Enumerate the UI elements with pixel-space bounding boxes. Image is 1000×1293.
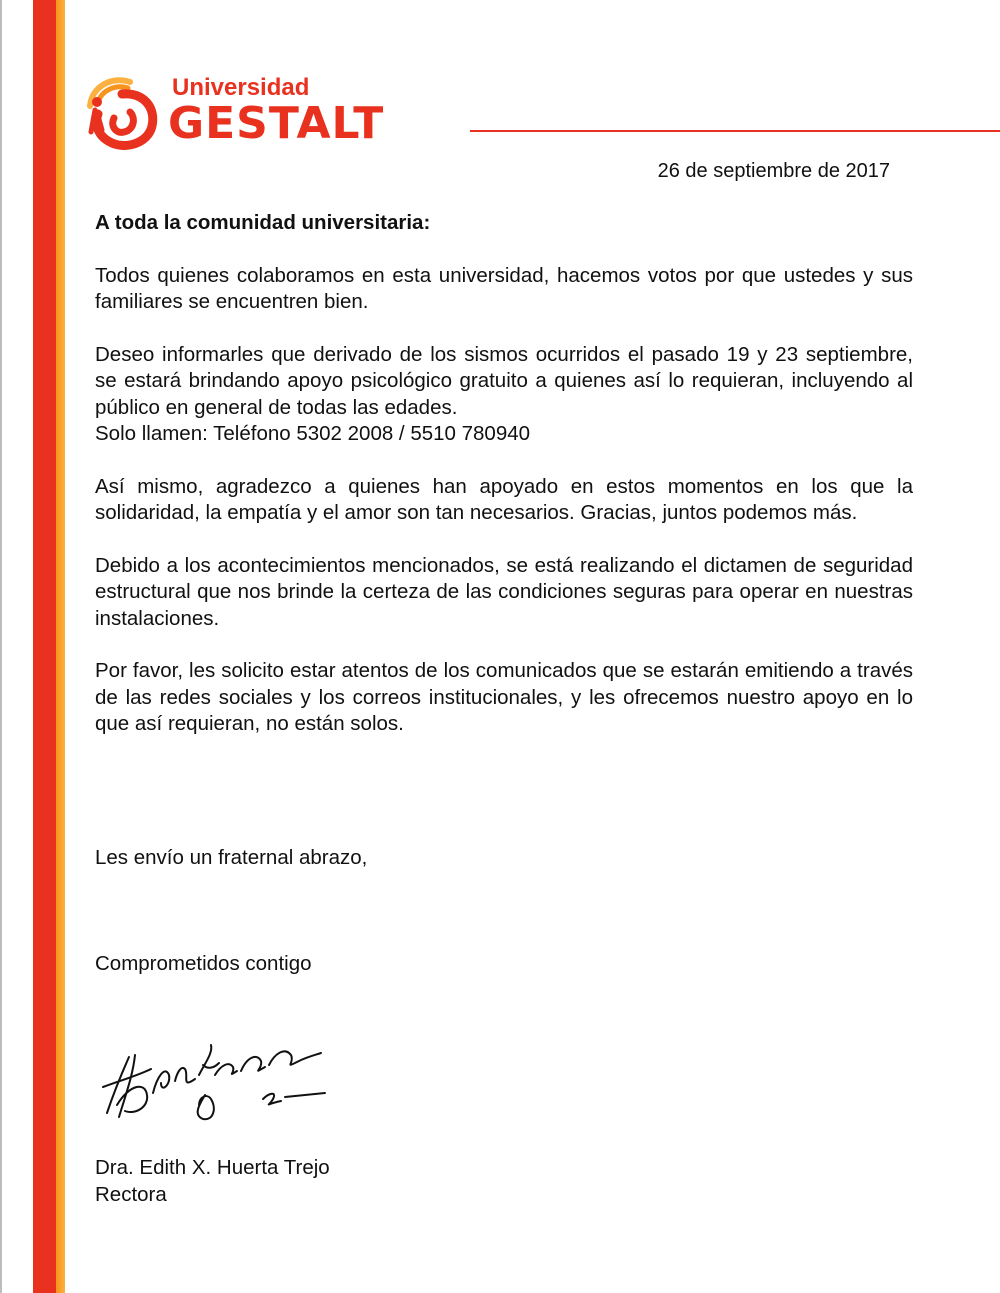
- logo-word-universidad: Universidad: [172, 74, 310, 101]
- letter-body: [95, 210, 913, 764]
- university-logo: [82, 72, 422, 152]
- closing: Les envío un fraternal abrazo,: [95, 846, 368, 869]
- orange-side-bar: [56, 0, 65, 1293]
- logo-word-gestalt: GESTALT: [168, 98, 385, 149]
- paragraph-greeting: [95, 263, 913, 316]
- signer-name: Dra. Edith X. Huerta Trejo: [95, 1156, 330, 1179]
- signer-block: [95, 1155, 330, 1208]
- paragraph-line: Debido a los acontecimientos mencionados, se está realizando el dictamen de seguridad estructural que nos brinde la certeza de las condiciones seguras para operar en nuestras instalaciones.: [95, 553, 913, 630]
- paragraph-communications: [95, 658, 913, 738]
- header-rule: [470, 130, 1000, 132]
- salutation: A toda la comunidad universitaria:: [95, 211, 431, 234]
- signer-title: Rectora: [95, 1182, 167, 1206]
- paragraph-thanks: [95, 474, 913, 527]
- paragraph-structural: [95, 553, 913, 633]
- paragraph-support: [95, 342, 913, 448]
- gestalt-logo-icon: [82, 72, 162, 152]
- signature-image: [95, 1035, 355, 1130]
- motto: Comprometidos contigo: [95, 952, 312, 975]
- phone-line: Solo llamen: Teléfono 5302 2008 / 5510 780940: [95, 422, 531, 445]
- paragraph-line: Deseo informarles que derivado de los sismos ocurridos el pasado 19 y 23 septiembre, se estará brindando apoyo psicológico gratuito a quienes así lo requieran, incluyendo al público en general de todas las edades.: [95, 342, 913, 419]
- page-edge: [0, 0, 2, 1293]
- paragraph-line: Por favor, les solicito estar atentos de los comunicados que se estarán emitiendo a través de las redes sociales y los correos institucionales, y les ofrecemos nuestro apoyo en lo que así requieran, no están solos.: [95, 659, 913, 735]
- paragraph-line: Así mismo, agradezco a quienes han apoyado en estos momentos en los que la solidaridad, la empatía y el amor son tan necesarios. Gracias, juntos podemos más.: [95, 474, 913, 524]
- red-side-bar: [33, 0, 56, 1293]
- paragraph-line: Todos quienes colaboramos en esta universidad, hacemos votos por que ustedes y sus familiares se encuentren bien.: [95, 263, 913, 313]
- letter-date: 26 de septiembre de 2017: [657, 160, 890, 182]
